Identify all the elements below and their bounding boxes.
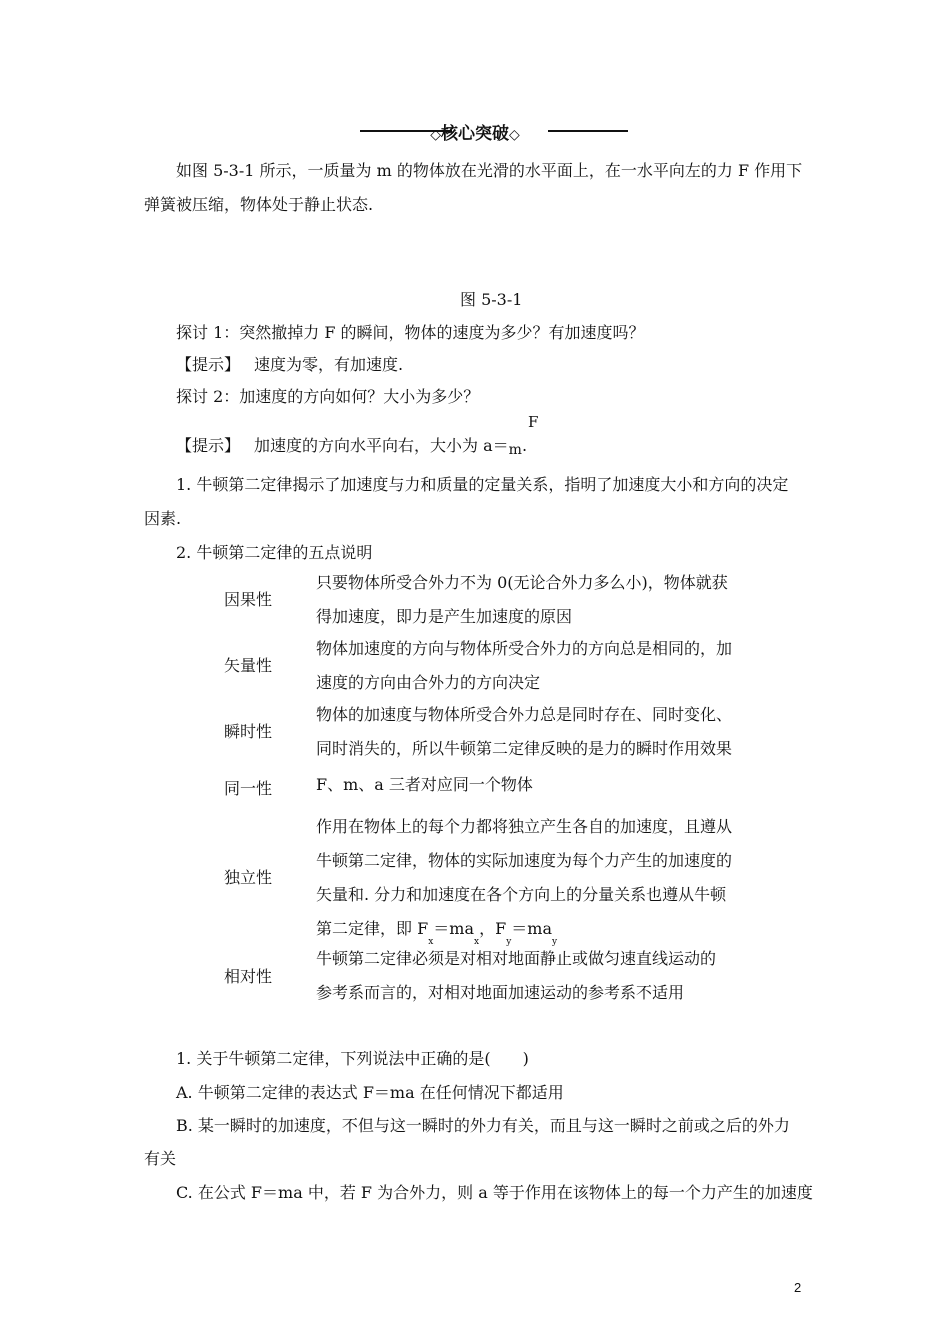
section-header: [0, 119, 950, 144]
table-line: 速度的方向由合外力的方向决定: [316, 673, 541, 692]
point-1-line-1: 1. 牛顿第二定律揭示了加速度与力和质量的定量关系，指明了加速度大小和方向的决定: [176, 475, 789, 494]
section-title: 核心突破: [441, 124, 509, 144]
formula-subscript: y: [506, 937, 512, 947]
hint-label-2: 【提示】: [176, 436, 241, 455]
hint-answer-1: 速度为零，有加速度.: [254, 355, 404, 374]
table-row-label: 同一性: [224, 779, 273, 798]
diamond-left-icon: ◇: [430, 127, 441, 143]
point-1-line-2: 因素.: [144, 509, 182, 528]
figure-caption: 图 5-3-1: [460, 290, 523, 309]
table-row-text: [316, 698, 786, 766]
option-a: A. 牛顿第二定律的表达式 F＝ma 在任何情况下都适用: [176, 1083, 564, 1102]
diamond-right-icon: ◇: [509, 127, 520, 143]
table-row-text: [316, 768, 786, 802]
formula-part: ＝ma: [433, 919, 474, 938]
table-line: 只要物体所受合外力不为 0(无论合外力多么小)，物体就获: [316, 573, 728, 592]
option-c: C. 在公式 F＝ma 中，若 F 为合外力，则 a 等于作用在该物体上的每一个力产生的加速度: [176, 1183, 813, 1202]
table-row-label: 因果性: [224, 590, 273, 609]
fraction-numerator: F: [528, 413, 539, 431]
option-b-line-2: 有关: [144, 1149, 177, 1168]
table-row-text: [316, 566, 786, 634]
table-line: 矢量和. 分力和加速度在各个方向上的分量关系也遵从牛顿: [316, 885, 727, 904]
formula-part: 第二定律，即 F: [316, 919, 429, 938]
table-row-label: 相对性: [224, 967, 273, 986]
table-row-text: [316, 942, 786, 1010]
hint-answer-2-end: .: [521, 436, 528, 455]
formula-subscript: y: [552, 937, 558, 947]
intro-line-1: 如图 5-3-1 所示，一质量为 m 的物体放在光滑的水平面上，在一水平向左的力 F 作用下: [176, 161, 803, 180]
table-row-text: [316, 632, 786, 700]
point-2: 2. 牛顿第二定律的五点说明: [176, 543, 373, 562]
formula-subscript: x: [428, 937, 434, 947]
option-b-line-1: B. 某一瞬时的加速度，不但与这一瞬时的外力有关，而且与这一瞬时之前或之后的外力: [176, 1116, 790, 1135]
fraction-denominator: m: [508, 442, 522, 458]
table-row-label: 瞬时性: [224, 722, 273, 741]
formula-subscript: x: [474, 937, 480, 947]
table-line: 物体的加速度与物体所受合外力总是同时存在、同时变化、: [316, 705, 733, 724]
hint-label: 【提示】: [176, 355, 241, 374]
formula-part: ＝ma: [511, 919, 552, 938]
intro-line-2: 弹簧被压缩，物体处于静止状态.: [144, 195, 374, 214]
table-line: F、m、a 三者对应同一个物体: [316, 775, 533, 794]
discussion-q1: 探讨 1：突然撤掉力 F 的瞬间，物体的速度为多少？有加速度吗？: [176, 323, 645, 342]
table-row-label: 独立性: [224, 868, 273, 887]
table-line: 作用在物体上的每个力都将独立产生各自的加速度，且遵从: [316, 817, 733, 836]
table-row-label: 矢量性: [224, 656, 273, 675]
hint-2: [176, 433, 527, 456]
hint-1: [176, 352, 403, 375]
table-line: 物体加速度的方向与物体所受合外力的方向总是相同的，加: [316, 639, 733, 658]
page-number: 2: [794, 1280, 802, 1295]
question-stem: 1. 关于牛顿第二定律，下列说法中正确的是( ): [176, 1049, 529, 1068]
table-line: 牛顿第二定律，物体的实际加速度为每个力产生的加速度的: [316, 851, 733, 870]
table-line: 得加速度，即力是产生加速度的原因: [316, 607, 573, 626]
table-line: 参考系而言的，对相对地面加速运动的参考系不适用: [316, 983, 685, 1002]
table-line: 同时消失的，所以牛顿第二定律反映的是力的瞬时作用效果: [316, 739, 733, 758]
hint-answer-2: 加速度的方向水平向右，大小为 a＝: [254, 436, 509, 455]
table-row-text: [316, 810, 786, 949]
discussion-q2: 探讨 2：加速度的方向如何？大小为多少？: [176, 387, 480, 406]
table-line: 牛顿第二定律必须是对相对地面静止或做匀速直线运动的: [316, 949, 717, 968]
formula-part: ，F: [479, 919, 507, 938]
